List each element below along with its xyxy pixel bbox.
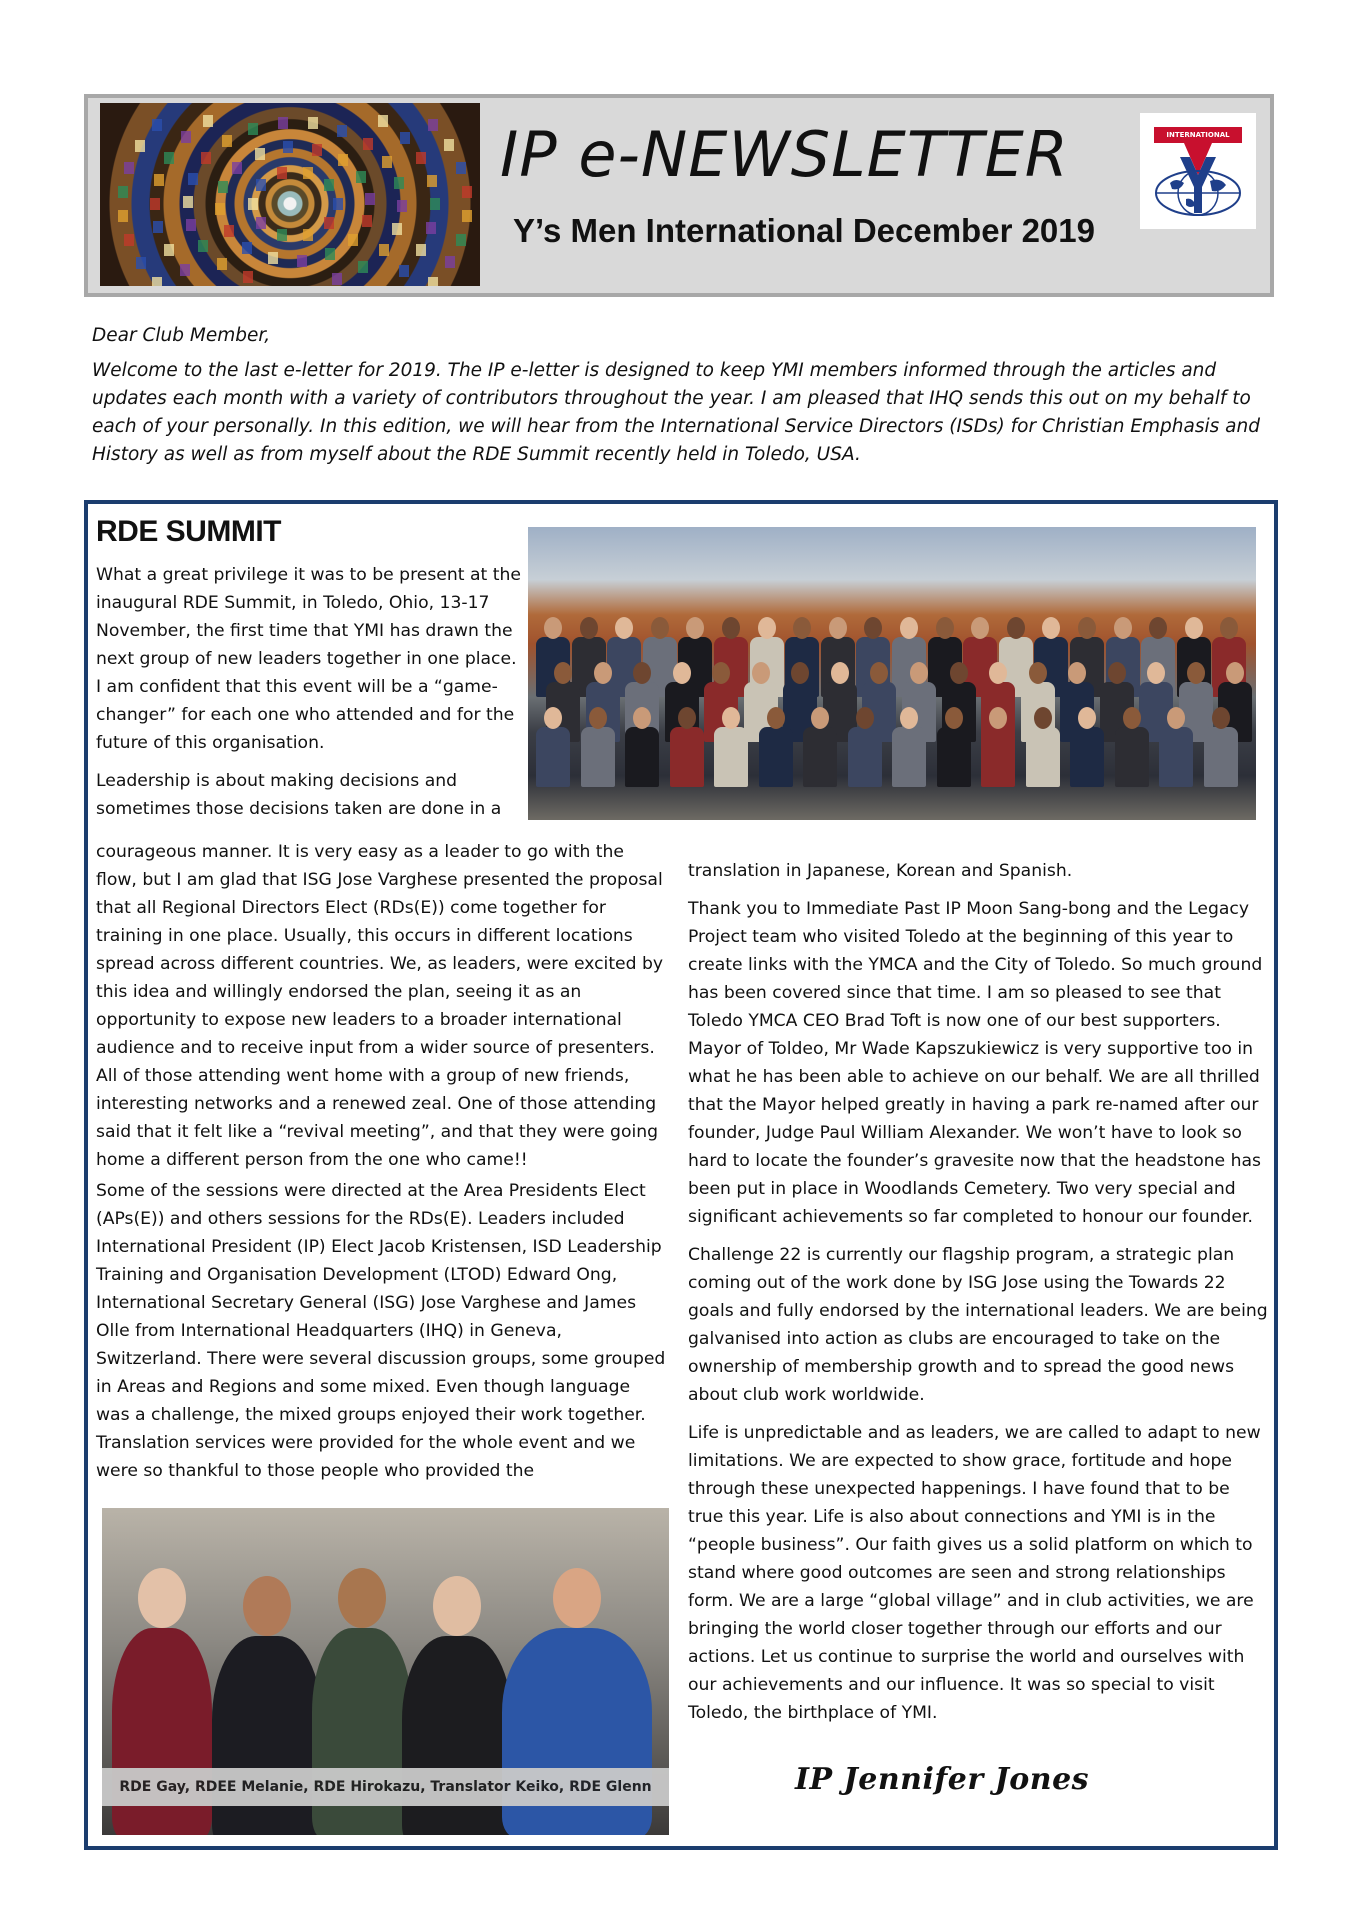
group-member-face <box>589 707 607 729</box>
stained-glass-pane <box>152 277 162 286</box>
stained-glass-pane <box>362 215 372 227</box>
group-member-face <box>829 617 847 639</box>
group-member-face <box>1167 707 1185 729</box>
group-member-face <box>1185 617 1203 639</box>
group-member-face <box>554 662 572 684</box>
stained-glass-pane <box>203 115 213 127</box>
group-member-face <box>1007 617 1025 639</box>
group-member <box>981 727 1015 787</box>
group-member <box>892 727 926 787</box>
stained-glass-pane <box>456 234 466 246</box>
group-member-face <box>900 617 918 639</box>
group-member <box>1204 727 1238 787</box>
stained-glass-photo <box>100 103 480 286</box>
stained-glass-pane <box>217 258 227 270</box>
stained-glass-pane <box>303 229 313 241</box>
group-member-face <box>1187 662 1205 684</box>
stained-glass-pane <box>400 132 410 144</box>
stained-glass-pane <box>124 234 134 246</box>
group-member-face <box>1042 617 1060 639</box>
group-member <box>581 727 615 787</box>
stained-glass-pane <box>118 186 128 198</box>
group-member <box>625 727 659 787</box>
group-member-face <box>722 707 740 729</box>
group-member <box>670 727 704 787</box>
stained-glass-pane <box>358 261 368 273</box>
intro-paragraph: Welcome to the last e-letter for 2019. The IP e-letter is designed to keep YMI members informed through the articles and updates each month with a variety of contributors throughout the year. I am pleased that IHQ sends this out on my behalf to each of your personally. In this edition, we will hear from the International Service Directors (ISDs) for Christian Emphasis and History as well as from myself about the RDE Summit recently held in Toledo, USA. <box>92 360 1260 465</box>
photo-caption: RDE Gay, RDEE Melanie, RDE Hirokazu, Translator Keiko, RDE Glenn <box>102 1768 669 1806</box>
article-title: RDE SUMMIT <box>96 515 281 548</box>
stained-glass-pane <box>416 244 426 256</box>
stained-glass-pane <box>308 117 318 129</box>
pictured-person-face <box>243 1576 291 1636</box>
group-member-face <box>793 617 811 639</box>
paragraph: Leadership is about making decisions and sometimes those decisions taken are done in a <box>96 771 502 819</box>
stained-glass-pane <box>248 198 258 210</box>
stained-glass-pane <box>152 119 162 131</box>
pictured-person-face <box>338 1568 386 1628</box>
pictured-person-face <box>138 1568 186 1628</box>
group-member-face <box>633 662 651 684</box>
group-member-face <box>971 617 989 639</box>
group-member-face <box>544 707 562 729</box>
stained-glass-pane <box>462 210 472 222</box>
stained-glass-pane <box>297 255 307 267</box>
group-member-face <box>615 617 633 639</box>
group-member-face <box>767 707 785 729</box>
newsletter-title: IP e-NEWSLETTER <box>500 118 1069 191</box>
stained-glass-pane <box>136 257 146 269</box>
stained-glass-pane <box>256 179 266 191</box>
stained-glass-pane <box>324 179 334 191</box>
ymi-logo-icon <box>1140 113 1256 229</box>
stained-glass-pane <box>394 177 404 189</box>
stained-glass-pane <box>124 162 134 174</box>
pictured-person-face <box>553 1568 601 1628</box>
stained-glass-pane <box>427 175 437 187</box>
stained-glass-pane <box>201 152 211 164</box>
stained-glass-pane <box>338 154 348 166</box>
group-member-face <box>686 617 704 639</box>
paragraph: courageous manner. It is very easy as a leader to go with the flow, but I am glad that ISG Jose Varghese presented the proposal that all Regional Directors Elect (RDs(E)) come together for training in one place. Usually, this occurs in different locations spread across different countries. We, as leaders, were excited by this idea and willingly endorsed the plan, seeing it as an opportunity to expose new leaders to a broader international audience and to receive input from a wider source of presenters. All of those attending went home with a group of new friends, interesting networks and a renewed zeal. One of those attending said that it felt like a “revival meeting”, and that they were going home a different person from the one who came!! <box>96 842 664 1170</box>
group-member-face <box>864 617 882 639</box>
stained-glass-pane <box>333 198 343 210</box>
group-member-face <box>1034 707 1052 729</box>
group-member-face <box>1029 662 1047 684</box>
group-member <box>759 727 793 787</box>
stained-glass-pane <box>426 222 436 234</box>
stained-glass-pane <box>150 198 160 210</box>
stained-glass-pane <box>218 181 228 193</box>
stained-glass-pane <box>337 125 347 137</box>
stained-glass-pane <box>183 196 193 208</box>
stained-glass-pane <box>277 229 287 241</box>
group-member-face <box>1108 662 1126 684</box>
article-left-middle <box>96 838 668 1184</box>
stained-glass-pane <box>278 117 288 129</box>
stained-glass-pane <box>325 248 335 260</box>
stained-glass-pane <box>356 171 366 183</box>
group-member-face <box>678 707 696 729</box>
stained-glass-pane <box>462 186 472 198</box>
group-member-face <box>900 707 918 729</box>
stained-glass-pane <box>232 162 242 174</box>
stained-glass-pane <box>164 244 174 256</box>
stained-glass-pane <box>382 156 392 168</box>
stained-glass-pane <box>392 223 402 235</box>
stained-glass-pane <box>215 203 225 215</box>
stained-glass-pane <box>222 135 232 147</box>
group-member-face <box>1078 707 1096 729</box>
group-member-face <box>910 662 928 684</box>
stained-glass-pane <box>397 200 407 212</box>
group-member-face <box>673 662 691 684</box>
stained-glass-pane <box>243 271 253 283</box>
stained-glass-pane <box>283 141 293 153</box>
group-member <box>1026 727 1060 787</box>
stained-glass-pane <box>416 152 426 164</box>
stained-glass-pane <box>399 265 409 277</box>
article-left-top <box>96 561 526 833</box>
stained-glass-pane <box>164 152 174 164</box>
stained-glass-pane <box>444 139 454 151</box>
stained-glass-pane <box>277 167 287 179</box>
stained-glass-pane <box>248 123 258 135</box>
stained-glass-pane <box>348 234 358 246</box>
group-member <box>1115 727 1149 787</box>
article-right-column <box>688 857 1268 1737</box>
stained-glass-pane <box>154 174 164 186</box>
group-member-face <box>752 662 770 684</box>
newsletter-subtitle: Y’s Men International December 2019 <box>513 212 1095 249</box>
stained-glass-pane <box>365 193 375 205</box>
stained-glass-pane <box>312 144 322 156</box>
logo-text: INTERNATIONAL <box>1166 131 1230 139</box>
stained-glass-pane <box>180 264 190 276</box>
stained-glass-pane <box>224 225 234 237</box>
group-member <box>714 727 748 787</box>
group-member <box>536 727 570 787</box>
stained-glass-pane <box>186 219 196 231</box>
stained-glass-pane <box>456 162 466 174</box>
group-member-face <box>633 707 651 729</box>
group-member <box>803 727 837 787</box>
stained-glass-pane <box>256 217 266 229</box>
group-member-face <box>1123 707 1141 729</box>
stained-glass-pane <box>332 273 342 285</box>
stained-glass-pane <box>430 198 440 210</box>
stained-glass-pane <box>428 277 438 286</box>
stained-glass-pane <box>268 252 278 264</box>
ymi-logo <box>1140 113 1256 229</box>
stained-glass-pane <box>188 173 198 185</box>
stained-glass-pane <box>255 148 265 160</box>
group-member-face <box>758 617 776 639</box>
group-member-face <box>811 707 829 729</box>
group-member-face <box>936 617 954 639</box>
group-member-face <box>594 662 612 684</box>
stained-glass-pane <box>428 119 438 131</box>
paragraph: Thank you to Immediate Past IP Moon Sang-bong and the Legacy Project team who visited Toledo at the beginning of this year to create links with the YMCA and the City of Toledo. So much ground has been covered since that time. I am so pleased to see that Toledo YMCA CEO Brad Toft is now one of our best supporters. Mayor of Toldeo, Mr Wade Kapszukiewicz is very supportive too in what he has been able to achieve on our behalf. We are all thrilled that the Mayor helped greatly in having a park re-named after our founder, Judge Paul William Alexander. We won’t have to look so hard to locate the founder’s gravesite now that the headstone has been put in place in Woodlands Cemetery. Two very special and significant achievements so far completed to honour our founder. <box>688 899 1263 1227</box>
stained-glass-pane <box>363 138 373 150</box>
group-member <box>1070 727 1104 787</box>
group-member-face <box>945 707 963 729</box>
group-photo <box>528 527 1256 820</box>
stained-glass-pane <box>324 217 334 229</box>
group-member-face <box>1212 707 1230 729</box>
group-member-face <box>831 662 849 684</box>
article-left-lower <box>96 1177 668 1495</box>
group-member-face <box>856 707 874 729</box>
group-member <box>848 727 882 787</box>
stained-glass-pane <box>378 115 388 127</box>
group-member-face <box>1114 617 1132 639</box>
group-member-face <box>1220 617 1238 639</box>
group-member-face <box>722 617 740 639</box>
paragraph: translation in Japanese, Korean and Spanish. <box>688 861 1073 881</box>
pictured-person-face <box>433 1576 481 1636</box>
stained-glass-pane <box>303 167 313 179</box>
paragraph: Challenge 22 is currently our flagship program, a strategic plan coming out of the work done by ISG Jose using the Towards 22 goals and fully endorsed by the international leaders. We are being galvanised into action as clubs are encouraged to take on the ownership of membership growth and to spread the good news about club work worldwide. <box>688 1245 1268 1405</box>
paragraph: Life is unpredictable and as leaders, we are called to adapt to new limitations. We are expected to show grace, fortitude and hope through these unexpected happenings. I have found that to be true this year. Life is also about connections and YMI is in the “people business”. Our faith gives us a solid platform on which to stand where good outcomes are seen and strong relationships form. We are a large “global village” and in club activities, we are bringing the world closer together through our efforts and our actions. Let us continue to surprise the world and ourselves with our achievements and our influence. It was so special to visit Toledo, the birthplace of YMI. <box>688 1423 1261 1723</box>
stained-glass-pane <box>153 221 163 233</box>
group-member-face <box>950 662 968 684</box>
stained-glass-pane <box>198 240 208 252</box>
group-member-face <box>989 662 1007 684</box>
stained-glass-pane <box>135 140 145 152</box>
group-member-face <box>651 617 669 639</box>
stained-glass-pane <box>118 210 128 222</box>
paragraph: What a great privilege it was to be present at the inaugural RDE Summit, in Toledo, Ohio, 13-17 November, the first time that YMI has drawn the next group of new leaders together in one place. I am confident that this event will be a “game-changer” for each one who attended and for the future of this organisation. <box>96 565 521 753</box>
group-member <box>1159 727 1193 787</box>
group-member-face <box>580 617 598 639</box>
stained-glass-pane <box>379 244 389 256</box>
group-member <box>937 727 971 787</box>
salutation: Dear Club Member, <box>92 325 271 346</box>
stained-glass-pane <box>445 256 455 268</box>
stained-glass-pane <box>242 242 252 254</box>
stained-glass-pane <box>181 131 191 143</box>
signature: IP Jennifer Jones <box>795 1762 1090 1797</box>
group-member-face <box>1149 617 1167 639</box>
group-member-face <box>1078 617 1096 639</box>
group-member-face <box>544 617 562 639</box>
group-member-face <box>989 707 1007 729</box>
paragraph: Some of the sessions were directed at the Area Presidents Elect (APs(E)) and others sessions for the RDs(E). Leaders included International President (IP) Elect Jacob Kristensen, ISD Leadership Training and Organisation Development (LTOD) Edward Ong, International Secretary General (ISG) Jose Varghese and James Olle from International Headquarters (IHQ) in Geneva, Switzerland. There were several discussion groups, some grouped in Areas and Regions and some mixed. Even though language was a challenge, the mixed groups enjoyed their work together. Translation services were provided for the whole event and we were so thankful to those people who provided the <box>96 1181 666 1481</box>
